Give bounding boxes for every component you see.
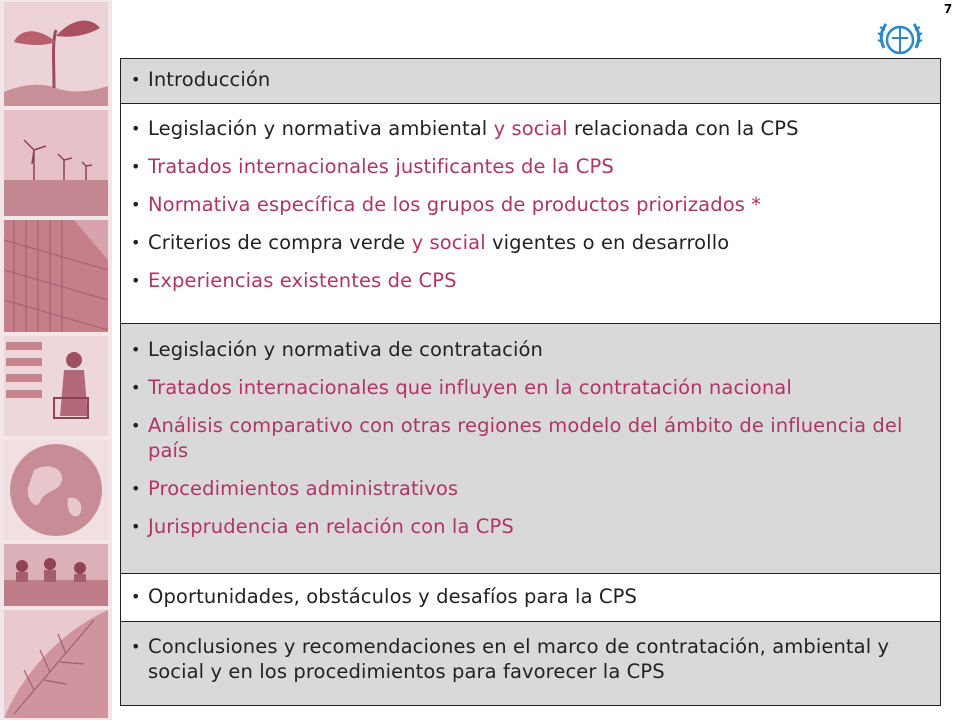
bullet-text: Legislación y normativa de contratación bbox=[148, 338, 543, 361]
bullet-text: relacionada con la CPS bbox=[567, 117, 799, 140]
section-5 bbox=[121, 622, 940, 705]
section-1 bbox=[121, 59, 940, 104]
bullet-text: Legislación y normativa ambiental bbox=[148, 117, 494, 140]
bullet-item bbox=[121, 67, 940, 92]
leaf-photo bbox=[4, 610, 108, 718]
bullet-item bbox=[121, 476, 940, 501]
bullet-dot-icon: • bbox=[131, 637, 141, 656]
page-number: 7 bbox=[943, 2, 953, 16]
bullet-dot-icon: • bbox=[131, 479, 141, 498]
bullet-text: Oportunidades, obstáculos y desafíos para la CPS bbox=[148, 585, 637, 608]
bullet-dot-icon: • bbox=[131, 70, 141, 89]
bullet-dot-icon: • bbox=[131, 340, 141, 359]
bullet-dot-icon: • bbox=[131, 195, 141, 214]
bullet-text: Normativa específica de los grupos de productos priorizados * bbox=[148, 193, 762, 216]
bullet-text: Análisis comparativo con otras regiones modelo del ámbito de influencia del país bbox=[148, 414, 903, 462]
bullet-text: Procedimientos administrativos bbox=[148, 477, 459, 500]
section-2 bbox=[121, 104, 940, 324]
bullet-text: y social bbox=[411, 231, 486, 254]
bullet-text: Introducción bbox=[148, 68, 271, 91]
unep-logo-icon bbox=[874, 18, 926, 62]
bullet-item bbox=[121, 514, 940, 539]
decorative-photo-strip bbox=[0, 0, 112, 720]
bullet-text: Tratados internacionales que influyen en la contratación nacional bbox=[148, 376, 792, 399]
bullet-item bbox=[121, 230, 940, 255]
bullet-list bbox=[121, 584, 940, 609]
bullet-item bbox=[121, 337, 940, 362]
globe-photo bbox=[4, 440, 108, 540]
bullet-dot-icon: • bbox=[131, 271, 141, 290]
bullet-text: Jurisprudencia en relación con la CPS bbox=[148, 515, 514, 538]
bullet-list bbox=[121, 116, 940, 293]
supermarket-photo bbox=[4, 336, 108, 436]
bullet-item bbox=[121, 375, 940, 400]
bullet-item bbox=[121, 413, 940, 463]
seedling-photo bbox=[4, 2, 108, 106]
bullet-text: Experiencias existentes de CPS bbox=[148, 269, 457, 292]
bullet-dot-icon: • bbox=[131, 378, 141, 397]
bullet-text: Conclusiones y recomendaciones en el marco de contratación, ambiental y social y en los procedimientos para favorecer la CPS bbox=[148, 635, 890, 683]
bullet-list bbox=[121, 337, 940, 539]
bullet-text: y social bbox=[493, 117, 568, 140]
section-4 bbox=[121, 574, 940, 622]
bullet-dot-icon: • bbox=[131, 587, 141, 606]
bullet-item bbox=[121, 154, 940, 179]
bullet-list bbox=[121, 67, 940, 92]
bullet-item bbox=[121, 584, 940, 609]
bullet-item bbox=[121, 192, 940, 217]
wind-turbines-photo bbox=[4, 110, 108, 216]
bullet-dot-icon: • bbox=[131, 416, 141, 435]
bullet-item bbox=[121, 116, 940, 141]
bullet-item bbox=[121, 634, 940, 684]
bullet-text: vigentes o en desarrollo bbox=[485, 231, 730, 254]
bullet-item bbox=[121, 268, 940, 293]
meeting-photo bbox=[4, 544, 108, 606]
bullet-dot-icon: • bbox=[131, 233, 141, 252]
bullet-list bbox=[121, 634, 940, 684]
building-photo bbox=[4, 220, 108, 332]
section-3 bbox=[121, 324, 940, 574]
bullet-dot-icon: • bbox=[131, 157, 141, 176]
bullet-text: Tratados internacionales justificantes de la CPS bbox=[148, 155, 614, 178]
bullet-dot-icon: • bbox=[131, 119, 141, 138]
bullet-text: Criterios de compra verde bbox=[148, 231, 412, 254]
bullet-dot-icon: • bbox=[131, 517, 141, 536]
content-table bbox=[120, 58, 941, 706]
